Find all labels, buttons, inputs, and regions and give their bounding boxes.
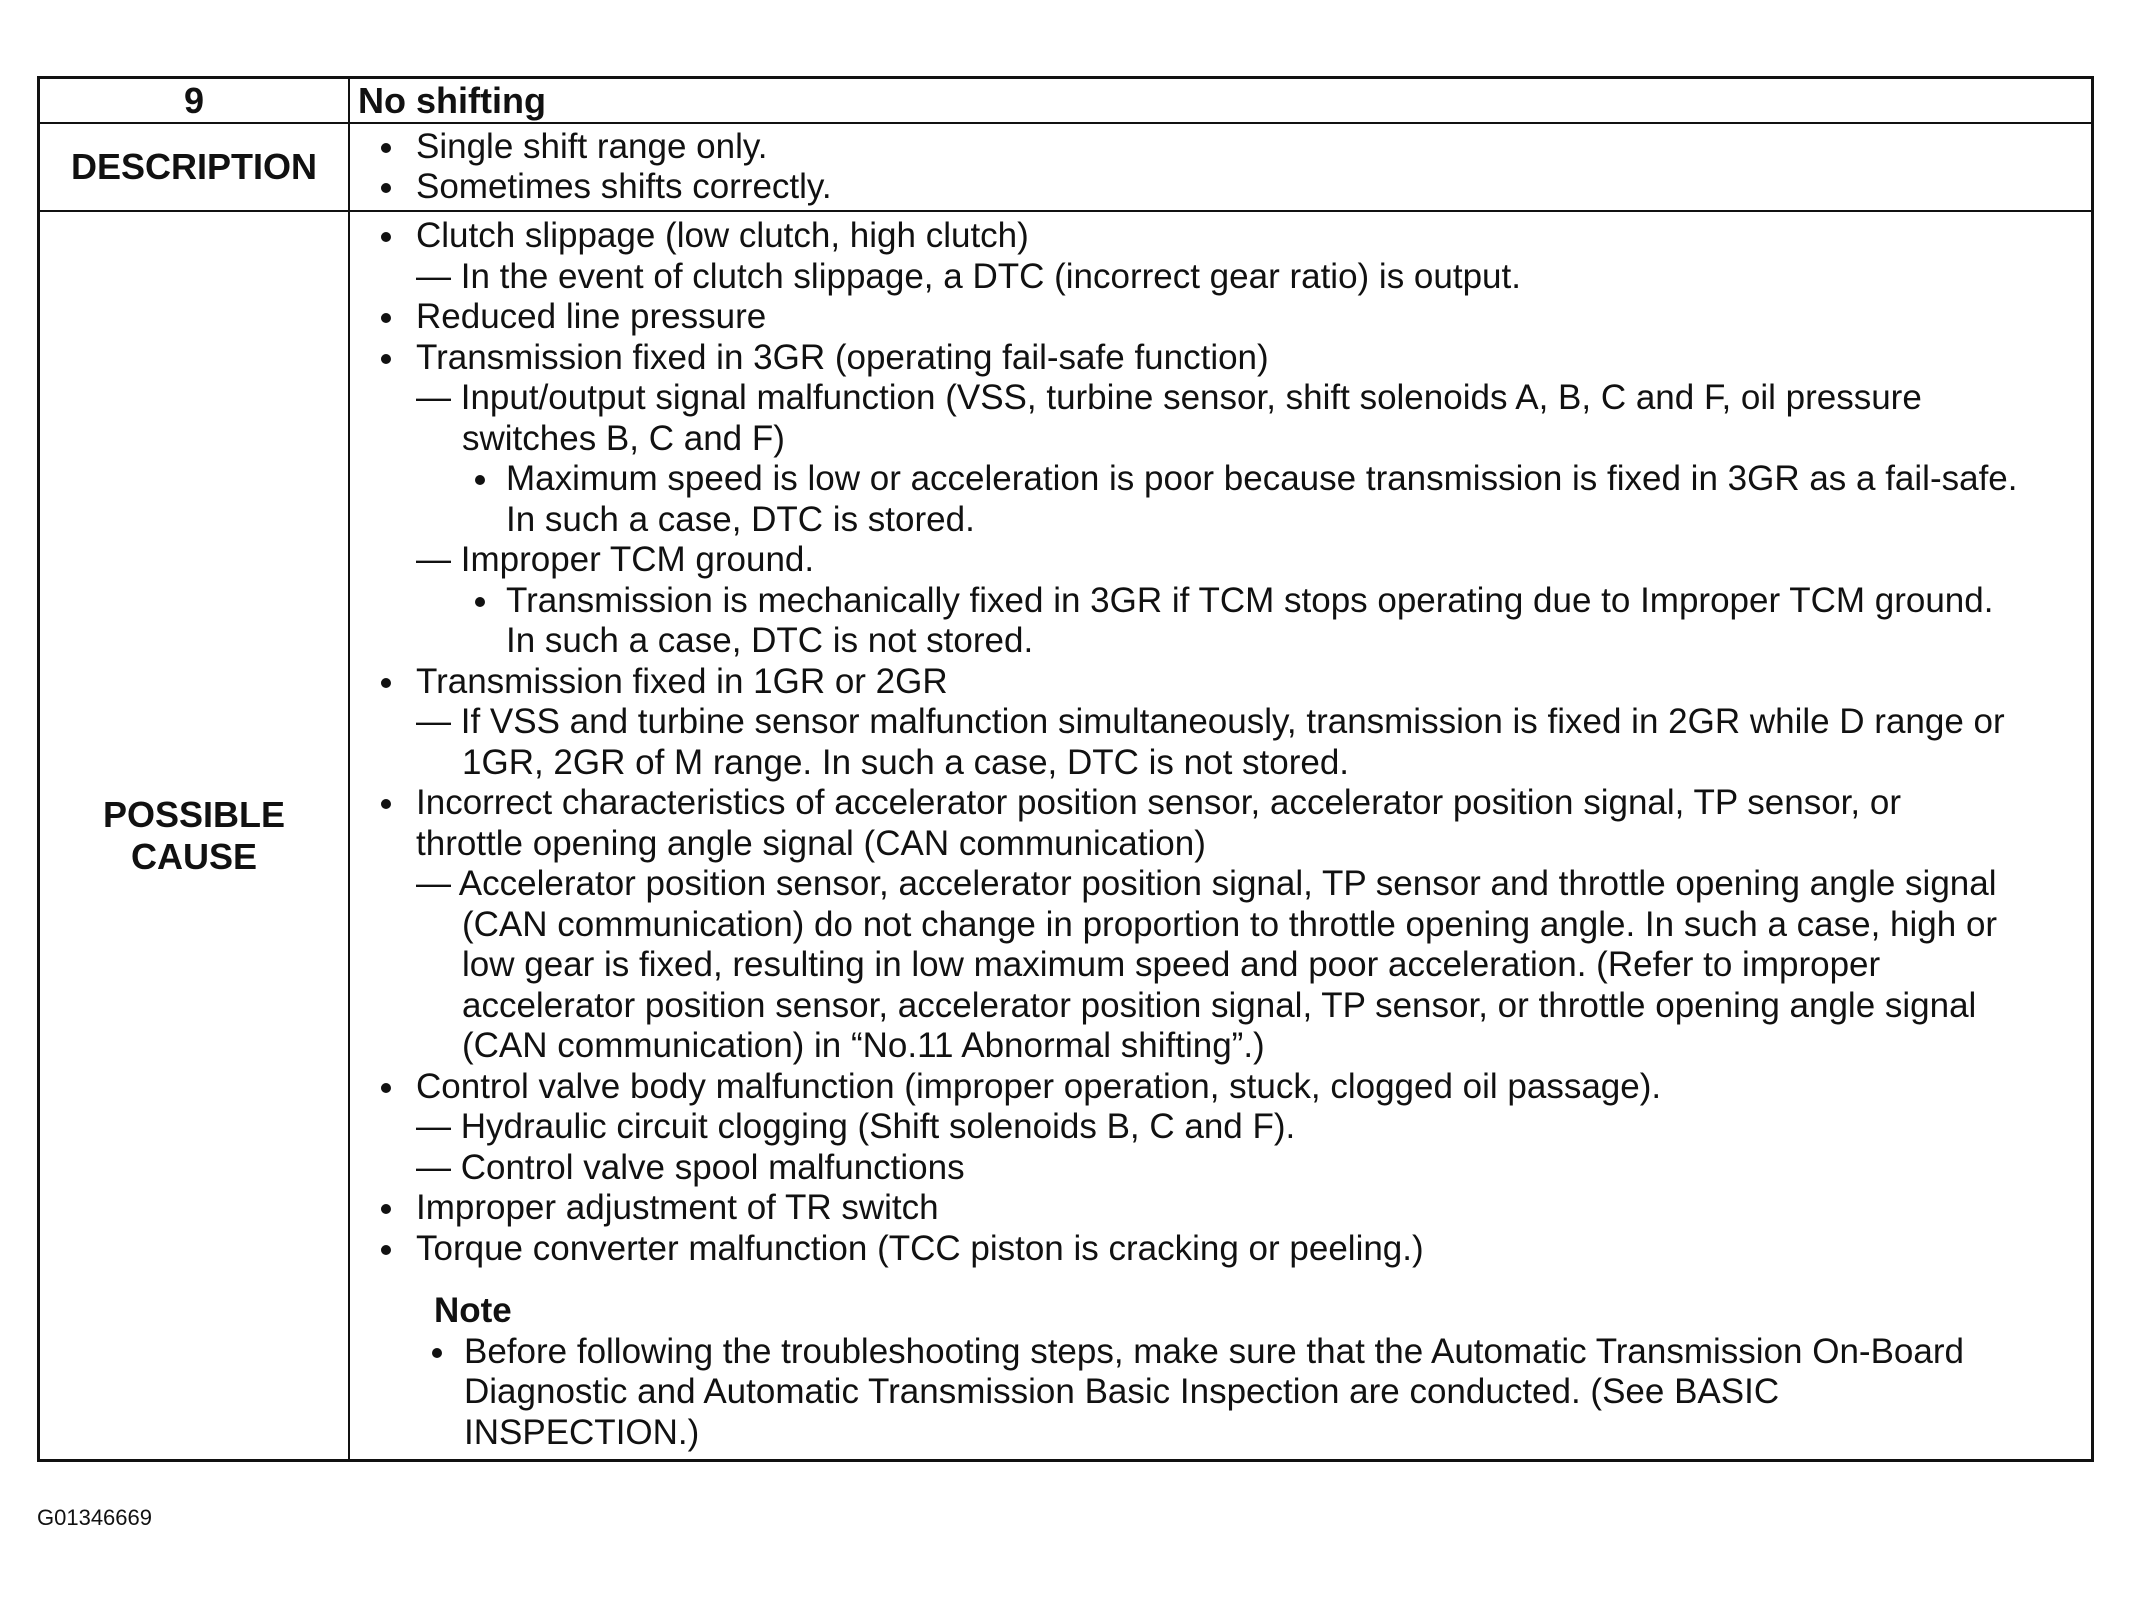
possible-cause-row [39,211,2093,1461]
cause-item: Improper adjustment of TR switch [350,1188,2091,1229]
possible-cause-label-line1: POSSIBLE [102,793,286,835]
cause-detail: Maximum speed is low or acceleration is poor because transmission is fixed in 3GR as a fail-safe. [350,459,2091,500]
cause-subitem-continued: switches B, C and F) [462,418,785,458]
troubleshooting-table [37,76,2094,1462]
cause-item: Control valve body malfunction (improper operation, stuck, clogged oil passage). [350,1067,2091,1108]
cause-subitem: — Improper TCM ground. [416,540,815,579]
cause-item: Transmission fixed in 1GR or 2GR [350,662,2091,703]
possible-cause-label-line2: CAUSE [130,835,258,877]
cause-subitem: — Hydraulic circuit clogging (Shift solenoids B, C and F). [416,1107,1296,1146]
cause-subitem: — Control valve spool malfunctions [416,1147,965,1187]
cause-detail-continued: In such a case, DTC is not stored. [506,621,1034,660]
description-content [349,123,2093,211]
cause-subitem: — In the event of clutch slippage, a DTC (incorrect gear ratio) is output. [416,256,1521,296]
cause-subitem: — If VSS and turbine sensor malfunction simultaneously, transmission is fixed in 2GR while D range or [416,702,2005,741]
cause-subitem-continued: accelerator position sensor, accelerator position signal, TP sensor, or throttle opening angle signal [462,985,1977,1025]
figure-id: G01346669 [37,1505,152,1530]
cause-item: Transmission fixed in 3GR (operating fail-safe function) [350,338,2091,379]
cause-subitem-continued: (CAN communication) in “No.11 Abnormal shifting”.) [462,1026,1265,1065]
note-heading: Note [434,1291,512,1330]
cause-item: Clutch slippage (low clutch, high clutch) [350,216,2091,257]
description-label: DESCRIPTION [39,123,350,211]
header-row [39,78,2093,124]
item-title: No shifting [349,78,2093,124]
cause-item-continued: throttle opening angle signal (CAN communication) [416,823,1206,863]
possible-cause-label [39,211,350,1461]
cause-item: Incorrect characteristics of accelerator position sensor, accelerator position signal, TP sensor, or [350,783,2091,824]
cause-subitem-continued: (CAN communication) do not change in proportion to throttle opening angle. In such a case, high or [462,904,1998,944]
cause-subitem-continued: low gear is fixed, resulting in low maximum speed and poor acceleration. (Refer to improper [462,945,1881,984]
cause-detail-continued: In such a case, DTC is stored. [506,499,975,539]
note-item-continued: INSPECTION.) [464,1412,700,1452]
description-item: Sometimes shifts correctly. [350,167,2091,208]
cause-subitem: — Input/output signal malfunction (VSS, turbine sensor, shift solenoids A, B, C and F, oil pressure [416,378,1922,417]
cause-subitem: — Accelerator position sensor, accelerator position signal, TP sensor and throttle opening angle signal [416,864,1997,903]
cause-item: Reduced line pressure [350,297,2091,338]
possible-cause-content [349,211,2093,1461]
description-row [39,123,2093,211]
cause-detail: Transmission is mechanically fixed in 3GR if TCM stops operating due to Improper TCM ground. [350,581,2091,622]
note-item-continued: Diagnostic and Automatic Transmission Basic Inspection are conducted. (See BASIC [464,1372,1780,1411]
cause-subitem-continued: 1GR, 2GR of M range. In such a case, DTC is not stored. [462,742,1350,782]
description-item: Single shift range only. [350,127,2091,168]
note-item: Before following the troubleshooting steps, make sure that the Automatic Transmission On-Board [350,1332,2091,1373]
item-number: 9 [39,78,350,124]
cause-item: Torque converter malfunction (TCC piston is cracking or peeling.) [350,1229,2091,1270]
